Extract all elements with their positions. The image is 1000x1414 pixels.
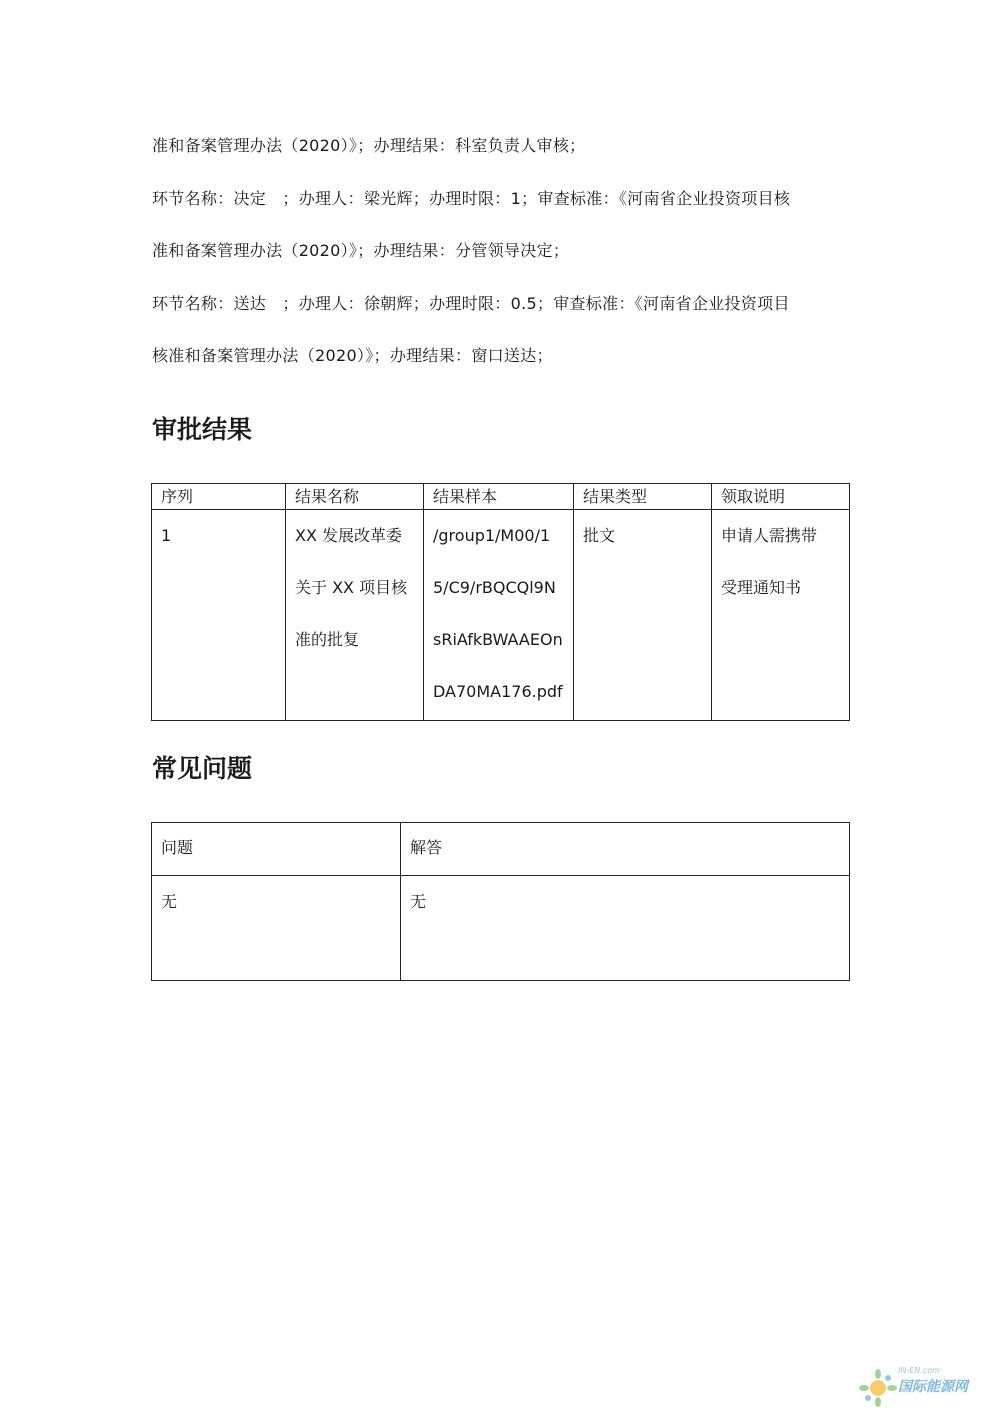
table-header-row [152, 823, 850, 876]
paragraph-line: 环节名称：决定 ；办理人：梁光辉；办理时限：1；审查标准：《河南省企业投资项目核 [152, 189, 791, 208]
pickup-note-line: 受理通知书 [721, 578, 802, 597]
faq-table [151, 822, 850, 981]
table-header-cell: 序列 [152, 484, 286, 510]
watermark-text: 国际能源网 [898, 1379, 968, 1395]
watermark-domain: IN-EN.com [898, 1366, 940, 1375]
sun-logo-icon [858, 1368, 898, 1408]
pickup-note-line: 申请人需携带 [721, 526, 818, 545]
paragraph-line: 准和备案管理办法（2020）》；办理结果：分管领导决定； [152, 241, 570, 260]
result-sample-line: DA70MA176.pdf [433, 682, 563, 701]
result-sample-line: sRiAfkBWAAEOn [433, 630, 563, 649]
watermark-logo [858, 1368, 988, 1408]
table-header-row [152, 484, 850, 510]
pickup-note-cell [712, 510, 850, 721]
seq-cell: 1 [152, 510, 286, 721]
result-name-line: 关于 XX 项目核 [295, 578, 408, 597]
section-heading-approval-results: 审批结果 [152, 415, 253, 444]
result-name-cell [286, 510, 424, 721]
paragraph-line: 准和备案管理办法（2020）》；办理结果：科室负责人审核； [152, 136, 586, 155]
table-header-cell: 领取说明 [712, 484, 850, 510]
table-row [152, 510, 850, 721]
result-sample-line: /group1/M00/1 [433, 526, 551, 545]
approval-results-table [151, 483, 850, 721]
table-header-cell: 结果类型 [574, 484, 712, 510]
result-name-line: XX 发展改革委 [295, 526, 403, 545]
table-header-cell: 结果样本 [424, 484, 574, 510]
table-header-cell: 问题 [152, 823, 401, 876]
section-heading-faq: 常见问题 [152, 754, 253, 783]
result-sample-line: 5/C9/rBQCQl9N [433, 578, 556, 597]
table-header-cell: 结果名称 [286, 484, 424, 510]
table-row [152, 876, 850, 981]
answer-cell: 无 [401, 876, 850, 981]
result-sample-cell [424, 510, 574, 721]
question-cell: 无 [152, 876, 401, 981]
paragraph-line: 环节名称：送达 ；办理人：徐朝辉；办理时限：0.5；审查标准：《河南省企业投资项目 [152, 294, 790, 313]
result-type-cell: 批文 [574, 510, 712, 721]
paragraph-line: 核准和备案管理办法（2020）》；办理结果：窗口送达； [152, 346, 553, 365]
table-header-cell: 解答 [401, 823, 850, 876]
result-name-line: 准的批复 [295, 630, 360, 649]
